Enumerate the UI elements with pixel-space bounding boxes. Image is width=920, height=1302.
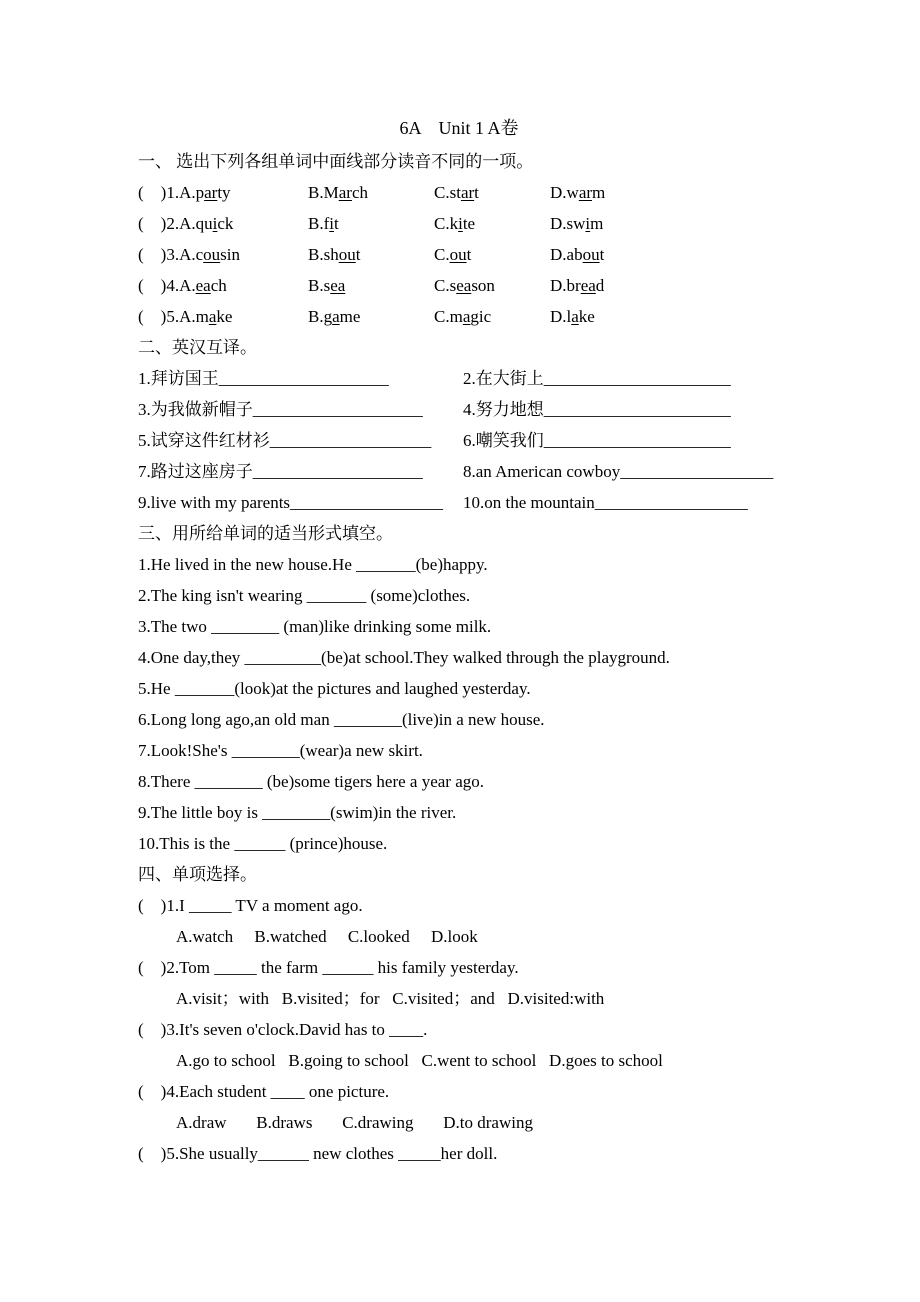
answer-bracket: ( ): [138, 307, 167, 326]
page-title: 6A Unit 1 A卷: [399, 118, 519, 138]
translation-item-left: 3.为我做新帽子____________________: [138, 400, 423, 419]
question-number: 3.: [166, 245, 180, 264]
question-number: 5.: [166, 307, 180, 326]
option-c-pre: C.: [434, 245, 450, 264]
translation-item-left: 1.拜访国王____________________: [138, 369, 389, 388]
section3-heading: 三、用所给单词的适当形式填空。: [138, 524, 393, 543]
phonics-row-lead: [138, 239, 308, 270]
answer-bracket: ( ): [138, 1082, 167, 1101]
option-d: [550, 270, 604, 301]
translation-item-right: 10.on the mountain__________________: [463, 493, 748, 512]
choice-question-text: 2.Tom _____ the farm ______ his family yesterday.: [166, 958, 519, 977]
option-c-pre: C.k: [434, 214, 459, 233]
option-a-post: ch: [210, 276, 227, 295]
answer-bracket: ( ): [138, 276, 167, 295]
fill-blank-item: 6.Long long ago,an old man ________(live)in a new house.: [138, 710, 545, 729]
option-d: [550, 239, 604, 270]
choice-question-stem: [138, 952, 780, 983]
translation-row: [138, 363, 780, 394]
answer-bracket: ( ): [138, 958, 167, 977]
option-d-post: t: [599, 245, 605, 264]
option-a-pre: A.c: [179, 245, 204, 264]
fill-blank-item: 3.The two ________ (man)like drinking some milk.: [138, 617, 492, 636]
phonics-question-row: [138, 239, 780, 270]
choice-question-stem: [138, 1138, 780, 1169]
option-d-post: d: [595, 276, 605, 295]
option-c: [434, 270, 550, 301]
option-d-pre: D.l: [550, 307, 572, 326]
choice-question: [138, 1076, 780, 1138]
option-b-underline: i: [329, 214, 334, 233]
option-a-pre: A.: [179, 276, 196, 295]
fill-blank-item: 4.One day,they _________(be)at school.They walked through the playground.: [138, 648, 670, 667]
phonics-row-lead: [138, 301, 308, 332]
option-b: [308, 301, 434, 332]
translation-item-right: 2.在大街上______________________: [463, 369, 731, 388]
option-b-underline: ar: [338, 183, 352, 202]
question-number: 2.: [166, 214, 180, 233]
option-c: [434, 208, 550, 239]
phonics-row-lead: [138, 270, 308, 301]
answer-bracket: ( ): [138, 896, 167, 915]
fill-blank-item: 7.Look!She's ________(wear)a new skirt.: [138, 741, 423, 760]
fill-blank-item: 8.There ________ (be)some tigers here a year ago.: [138, 772, 485, 791]
answer-bracket: ( ): [138, 1144, 167, 1163]
option-d: [550, 177, 605, 208]
option-b-post: me: [339, 307, 361, 326]
answer-bracket: ( ): [138, 183, 167, 202]
option-c-underline: i: [458, 214, 463, 233]
section4-heading: 四、单项选择。: [138, 865, 257, 884]
option-b: [308, 239, 434, 270]
option-a-post: ck: [217, 214, 234, 233]
option-d-underline: ou: [582, 245, 600, 264]
option-d-pre: D.br: [550, 276, 581, 295]
fill-blank-item: 5.He _______(look)at the pictures and laughed yesterday.: [138, 679, 531, 698]
option-d-underline: i: [585, 214, 591, 233]
fill-blank-item: 1.He lived in the new house.He _______(be)happy.: [138, 555, 488, 574]
option-a-underline: ea: [195, 276, 211, 295]
fill-blank-item: 2.The king isn't wearing _______ (some)clothes.: [138, 586, 471, 605]
option-c-pre: C.m: [434, 307, 463, 326]
choice-question-options: A.visit；with B.visited；for C.visited；and D.visited:with: [176, 989, 605, 1008]
option-a-pre: A.m: [179, 307, 209, 326]
translation-row: [138, 394, 780, 425]
option-b-pre: B.M: [308, 183, 339, 202]
answer-bracket: ( ): [138, 214, 167, 233]
choice-question-stem: [138, 1014, 780, 1045]
option-b: [308, 177, 434, 208]
question-number: 4.: [166, 276, 180, 295]
option-a-underline: ar: [204, 183, 218, 202]
option-d: [550, 301, 595, 332]
option-d-post: m: [590, 214, 604, 233]
option-b-pre: B.g: [308, 307, 333, 326]
option-a-underline: ou: [203, 245, 221, 264]
translation-item-right: 8.an American cowboy__________________: [463, 462, 774, 481]
choice-question: [138, 1138, 780, 1169]
option-b-post: t: [333, 214, 339, 233]
option-a-underline: i: [212, 214, 218, 233]
fill-blank-item: 10.This is the ______ (prince)house.: [138, 834, 388, 853]
option-c-post: son: [471, 276, 495, 295]
option-c: [434, 177, 550, 208]
option-d: [550, 208, 603, 239]
option-b: [308, 208, 434, 239]
option-c-underline: ou: [449, 245, 467, 264]
answer-bracket: ( ): [138, 245, 167, 264]
option-c-post: te: [462, 214, 476, 233]
option-c-underline: a: [462, 307, 471, 326]
option-c-underline: ea: [456, 276, 472, 295]
answer-bracket: ( ): [138, 1020, 167, 1039]
option-d-post: m: [592, 183, 606, 202]
section2-heading: 二、英汉互译。: [138, 338, 257, 357]
option-d-post: ke: [578, 307, 595, 326]
translation-item-right: 6.嘲笑我们______________________: [463, 431, 731, 450]
option-b-pre: B.sh: [308, 245, 339, 264]
choice-question-text: 5.She usually______ new clothes _____her doll.: [166, 1144, 498, 1163]
translation-row: [138, 425, 780, 456]
translation-item-right: 4.努力地想______________________: [463, 400, 731, 419]
choice-question-stem: [138, 1076, 780, 1107]
option-d-pre: D.ab: [550, 245, 583, 264]
section1-heading: 一、 选出下列各组单词中面线部分读音不同的一项。: [138, 152, 534, 171]
translation-item-left: 9.live with my parents__________________: [138, 493, 444, 512]
phonics-row-lead: [138, 177, 308, 208]
option-a-post: sin: [220, 245, 240, 264]
option-b-underline: a: [332, 307, 340, 326]
option-c-pre: C.st: [434, 183, 461, 202]
option-d-pre: D.sw: [550, 214, 586, 233]
option-b: [308, 270, 434, 301]
option-c-post: gic: [470, 307, 492, 326]
choice-question: [138, 890, 780, 952]
choice-question-text: 3.It's seven o'clock.David has to ____.: [166, 1020, 428, 1039]
phonics-question-row: [138, 177, 780, 208]
option-c: [434, 239, 550, 270]
option-c-underline: ar: [460, 183, 475, 202]
option-b-underline: ou: [338, 245, 356, 264]
option-a-pre: A.qu: [179, 214, 213, 233]
option-d-underline: ea: [580, 276, 596, 295]
option-b-post: t: [355, 245, 361, 264]
option-d-underline: a: [571, 307, 579, 326]
translation-row: [138, 456, 780, 487]
option-b-underline: ea: [330, 276, 346, 295]
option-d-pre: D.w: [550, 183, 579, 202]
option-a-pre: A.p: [179, 183, 205, 202]
fill-blank-item: 9.The little boy is ________(swim)in the river.: [138, 803, 457, 822]
choice-question: [138, 952, 780, 1014]
option-b-pre: B.s: [308, 276, 331, 295]
phonics-question-row: [138, 270, 780, 301]
option-c-post: t: [474, 183, 479, 202]
translation-item-left: 5.试穿这件红材衫___________________: [138, 431, 432, 450]
choice-question-text: 1.I _____ TV a moment ago.: [166, 896, 363, 915]
option-c: [434, 301, 550, 332]
option-a-post: ke: [216, 307, 233, 326]
option-c-pre: C.s: [434, 276, 457, 295]
translation-row: [138, 487, 780, 518]
option-b-pre: B.f: [308, 214, 330, 233]
phonics-question-row: [138, 208, 780, 239]
option-a-underline: a: [208, 307, 217, 326]
choice-question-options: A.go to school B.going to school C.went to school D.goes to school: [176, 1051, 663, 1070]
choice-question-text: 4.Each student ____ one picture.: [166, 1082, 390, 1101]
choice-question-options: A.draw B.draws C.drawing D.to drawing: [176, 1113, 533, 1132]
translation-item-left: 7.路过这座房子____________________: [138, 462, 423, 481]
option-b-post: ch: [351, 183, 368, 202]
choice-question-stem: [138, 890, 780, 921]
question-number: 1.: [166, 183, 180, 202]
option-c-post: t: [466, 245, 472, 264]
choice-question-options: A.watch B.watched C.looked D.look: [176, 927, 478, 946]
phonics-row-lead: [138, 208, 308, 239]
option-a-post: ty: [217, 183, 231, 202]
option-d-underline: ar: [578, 183, 593, 202]
phonics-question-row: [138, 301, 780, 332]
choice-question: [138, 1014, 780, 1076]
